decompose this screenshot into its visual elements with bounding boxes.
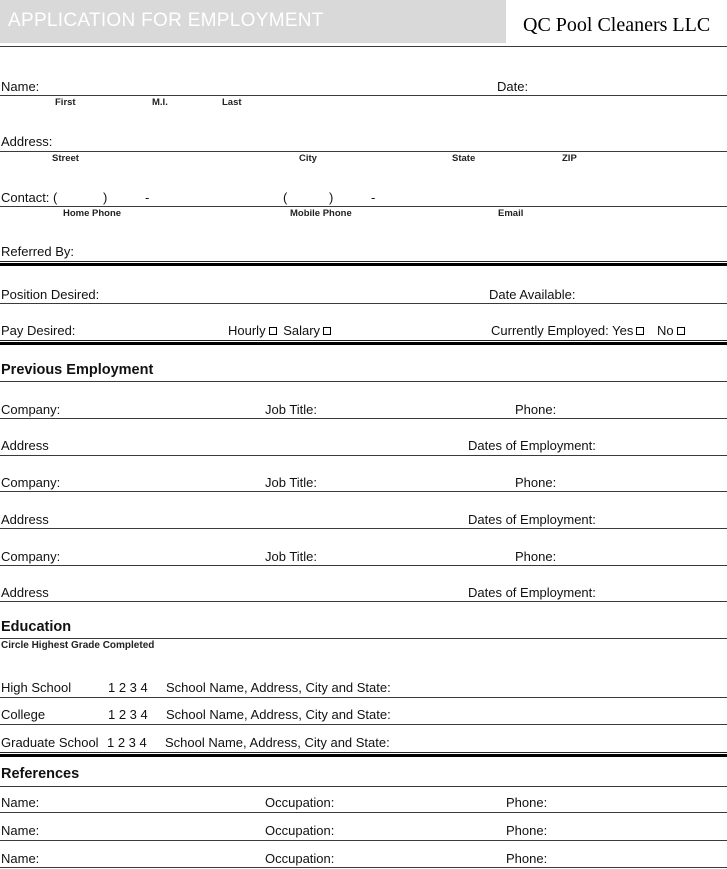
heading-underline [0, 381, 727, 382]
mobile-dash: - [371, 190, 376, 205]
contact-field-line[interactable] [0, 206, 727, 207]
school-info-label: School Name, Address, City and State: [166, 707, 391, 722]
employment-field-line[interactable] [0, 491, 727, 492]
mobile-paren-close: ) [329, 190, 334, 205]
employment-phone-label: Phone: [515, 402, 557, 417]
education-level: High School [1, 680, 72, 695]
reference-occupation-label: Occupation: [265, 823, 335, 838]
name-field-line[interactable] [0, 95, 727, 96]
employment-field-line[interactable] [0, 565, 727, 566]
education-instruction: Circle Highest Grade Completed [1, 640, 155, 651]
mobile-paren-open: ( [283, 190, 288, 205]
sub-home-phone: Home Phone [63, 208, 122, 219]
employment-company-label: Company: [1, 549, 61, 564]
currently-employed-label: Currently Employed: Yes [491, 323, 634, 338]
education-level: Graduate School [1, 735, 99, 750]
hourly-label: Hourly [228, 323, 266, 338]
home-dash: - [145, 190, 150, 205]
company-name: QC Pool Cleaners LLC [523, 14, 711, 36]
heading-underline [0, 786, 727, 787]
contact-label: Contact: ( [1, 190, 58, 205]
reference-occupation-label: Occupation: [265, 795, 335, 810]
employed-yes-checkbox[interactable] [636, 327, 644, 335]
school-info-label: School Name, Address, City and State: [165, 735, 390, 750]
employment-address-label: Address [1, 512, 49, 527]
salary-label: Salary [283, 323, 321, 338]
section-divider [0, 340, 727, 345]
reference-field-line[interactable] [0, 867, 727, 868]
reference-phone-label: Phone: [506, 851, 548, 866]
sub-street: Street [52, 153, 79, 164]
reference-name-label: Name: [1, 795, 40, 810]
employment-dates-label: Dates of Employment: [468, 585, 596, 600]
employed-no-label: No [656, 323, 674, 338]
employment-job-title-label: Job Title: [265, 549, 318, 564]
sub-city: City [299, 153, 317, 164]
employment-dates-label: Dates of Employment: [468, 512, 596, 527]
grade-options[interactable]: 1 2 3 4 [108, 707, 148, 722]
form-title: APPLICATION FOR EMPLOYMENT [8, 10, 324, 31]
position-field-line[interactable] [0, 303, 727, 304]
employment-phone-label: Phone: [515, 549, 557, 564]
reference-field-line[interactable] [0, 840, 727, 841]
employment-company-label: Company: [1, 402, 61, 417]
sub-mobile-phone: Mobile Phone [290, 208, 352, 219]
date-label: Date: [497, 79, 529, 94]
reference-field-line[interactable] [0, 812, 727, 813]
employment-field-line[interactable] [0, 455, 727, 456]
pay-desired-label: Pay Desired: [1, 323, 76, 338]
heading-underline [0, 638, 727, 639]
date-available-label: Date Available: [489, 287, 576, 302]
employment-address-label: Address [1, 585, 49, 600]
reference-phone-label: Phone: [506, 823, 548, 838]
employment-phone-label: Phone: [515, 475, 557, 490]
employment-job-title-label: Job Title: [265, 402, 318, 417]
employment-field-line[interactable] [0, 601, 727, 602]
employment-field-line[interactable] [0, 418, 727, 419]
grade-options[interactable]: 1 2 3 4 [107, 735, 147, 750]
school-info-label: School Name, Address, City and State: [166, 680, 391, 695]
referred-by-label: Referred By: [1, 244, 74, 259]
header-divider [0, 46, 727, 47]
hourly-checkbox[interactable] [269, 327, 277, 335]
employment-address-label: Address [1, 438, 49, 453]
reference-name-label: Name: [1, 851, 40, 866]
name-label: Name: [1, 79, 40, 94]
reference-occupation-label: Occupation: [265, 851, 335, 866]
reference-phone-label: Phone: [506, 795, 548, 810]
sub-zip: ZIP [562, 153, 577, 164]
references-heading: References [1, 766, 80, 782]
education-heading: Education [1, 619, 72, 635]
section-divider [0, 752, 727, 757]
home-paren-close: ) [103, 190, 108, 205]
sub-mi: M.I. [152, 97, 168, 108]
education-field-line[interactable] [0, 697, 727, 698]
employed-no-checkbox[interactable] [677, 327, 685, 335]
section-divider [0, 261, 727, 266]
grade-options[interactable]: 1 2 3 4 [108, 680, 148, 695]
salary-checkbox[interactable] [323, 327, 331, 335]
employment-job-title-label: Job Title: [265, 475, 318, 490]
sub-state: State [452, 153, 476, 164]
employment-dates-label: Dates of Employment: [468, 438, 596, 453]
employment-company-label: Company: [1, 475, 61, 490]
previous-employment-heading: Previous Employment [1, 362, 154, 378]
sub-email: Email [498, 208, 524, 219]
reference-name-label: Name: [1, 823, 40, 838]
education-field-line[interactable] [0, 724, 727, 725]
employment-field-line[interactable] [0, 528, 727, 529]
education-level: College [1, 707, 46, 722]
address-field-line[interactable] [0, 151, 727, 152]
address-label: Address: [1, 134, 53, 149]
sub-first: First [55, 97, 76, 108]
sub-last: Last [222, 97, 242, 108]
position-desired-label: Position Desired: [1, 287, 100, 302]
